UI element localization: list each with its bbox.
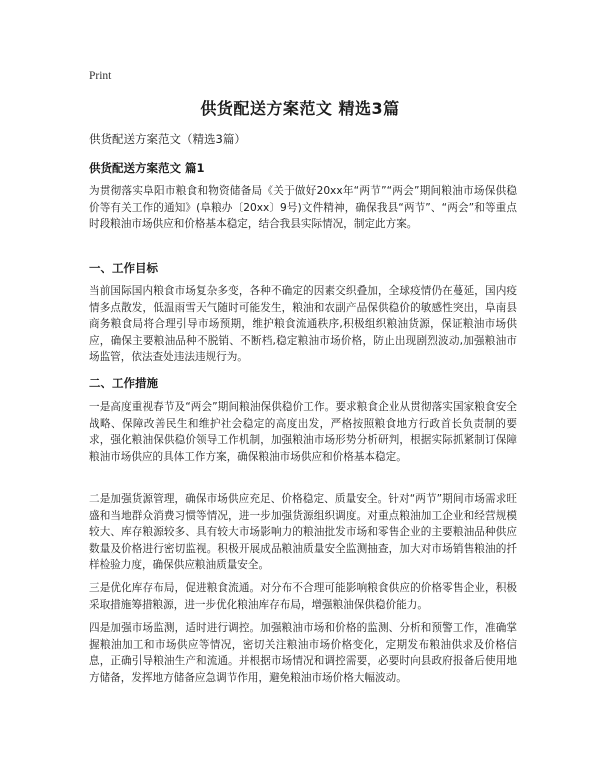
measure-paragraph-3: 三是优化库存布局，促进粮食流通。对分布不合理可能影响粮食供应的价格零售企业，积极采取措施筹措粮源，进一步优化粮油库存布局，增强粮油保供稳价能力。 — [89, 582, 517, 611]
page-title: 供货配送方案范文 精选3篇 — [200, 99, 400, 118]
document-subtitle: 供货配送方案范文（精选3篇） — [89, 132, 246, 146]
measure-paragraph-2: 二是加强货源管理，确保市场供应充足、价格稳定、质量安全。针对“两节”期间市场需求旺盛和当地群众消费习惯等情况，进一步加强货源组织调度。对重点粮油加工企业和经营规模较大、库存粮源较多、具有较大市场影响力的粮油批发市场和零售企业的主要粮油品种供应数量及价格进行密切监视。积极开展成品粮油质量安全监测抽查，加大对市场销售粮油的扦样检验力度，确保供应粮油质量安全。 — [89, 493, 517, 571]
measure-paragraph-1: 一是高度重视春节及“两会”期间粮油保供稳价工作。要求粮食企业从贯彻落实国家粮食安全战略、保障改善民生和维护社会稳定的高度出发，严格按照粮食地方行政首长负责制的要求，强化粮油保供稳价领导工作机制，加强粮油市场形势分析研判，根据实际抓紧制订保障粮油市场供应的具体工作方案，确保粮油市场供应和价格基本稳定。 — [89, 401, 517, 463]
section-heading-goals: 一、工作目标 — [89, 261, 158, 275]
measure-paragraph-4: 四是加强市场监测，适时进行调控。加强粮油市场和价格的监测、分析和预警工作，准确掌握粮油加工和市场供应等情况，密切关注粮油市场价格变化，定期发布粮油供求及价格信息，正确引导粮油生产和流通。并根据市场情况和调控需要，必要时向县政府报备后使用地方储备，发挥地方储备应急调节作用，避免粮油市场价格大幅波动。 — [89, 622, 517, 684]
print-link[interactable]: Print — [89, 70, 112, 82]
goals-paragraph: 当前国际国内粮食市场复杂多变，各种不确定的因素交织叠加，全球疫情仍在蔓延，国内疫情多点散发，低温雨雪天气随时可能发生，粮油和农副产品保供稳价的敏感性突出，阜南县商务粮食局将合理引导市场预期，维护粮食流通秩序,积极组织粮油货源，保证粮油市场供应，确保主要粮油品种不脱销、不断档,稳定粮油市场价格，防止出现剧烈波动,加强粮油市场监管，依法查处违法违规行为。 — [89, 285, 517, 363]
section-heading-measures: 二、工作措施 — [89, 376, 158, 390]
article-heading: 供货配送方案范文 篇1 — [89, 161, 205, 175]
intro-paragraph: 为贯彻落实阜阳市粮食和物资储备局《关于做好20xx年“两节”“两会”期间粮油市场保供稳价等有关工作的通知》(阜粮办〔20xx〕9号)文件精神，确保我县“两节”、“两会”和等重点时段粮油市场供应和价格基本稳定，结合我县实际情况，制定此方案。 — [89, 185, 517, 230]
